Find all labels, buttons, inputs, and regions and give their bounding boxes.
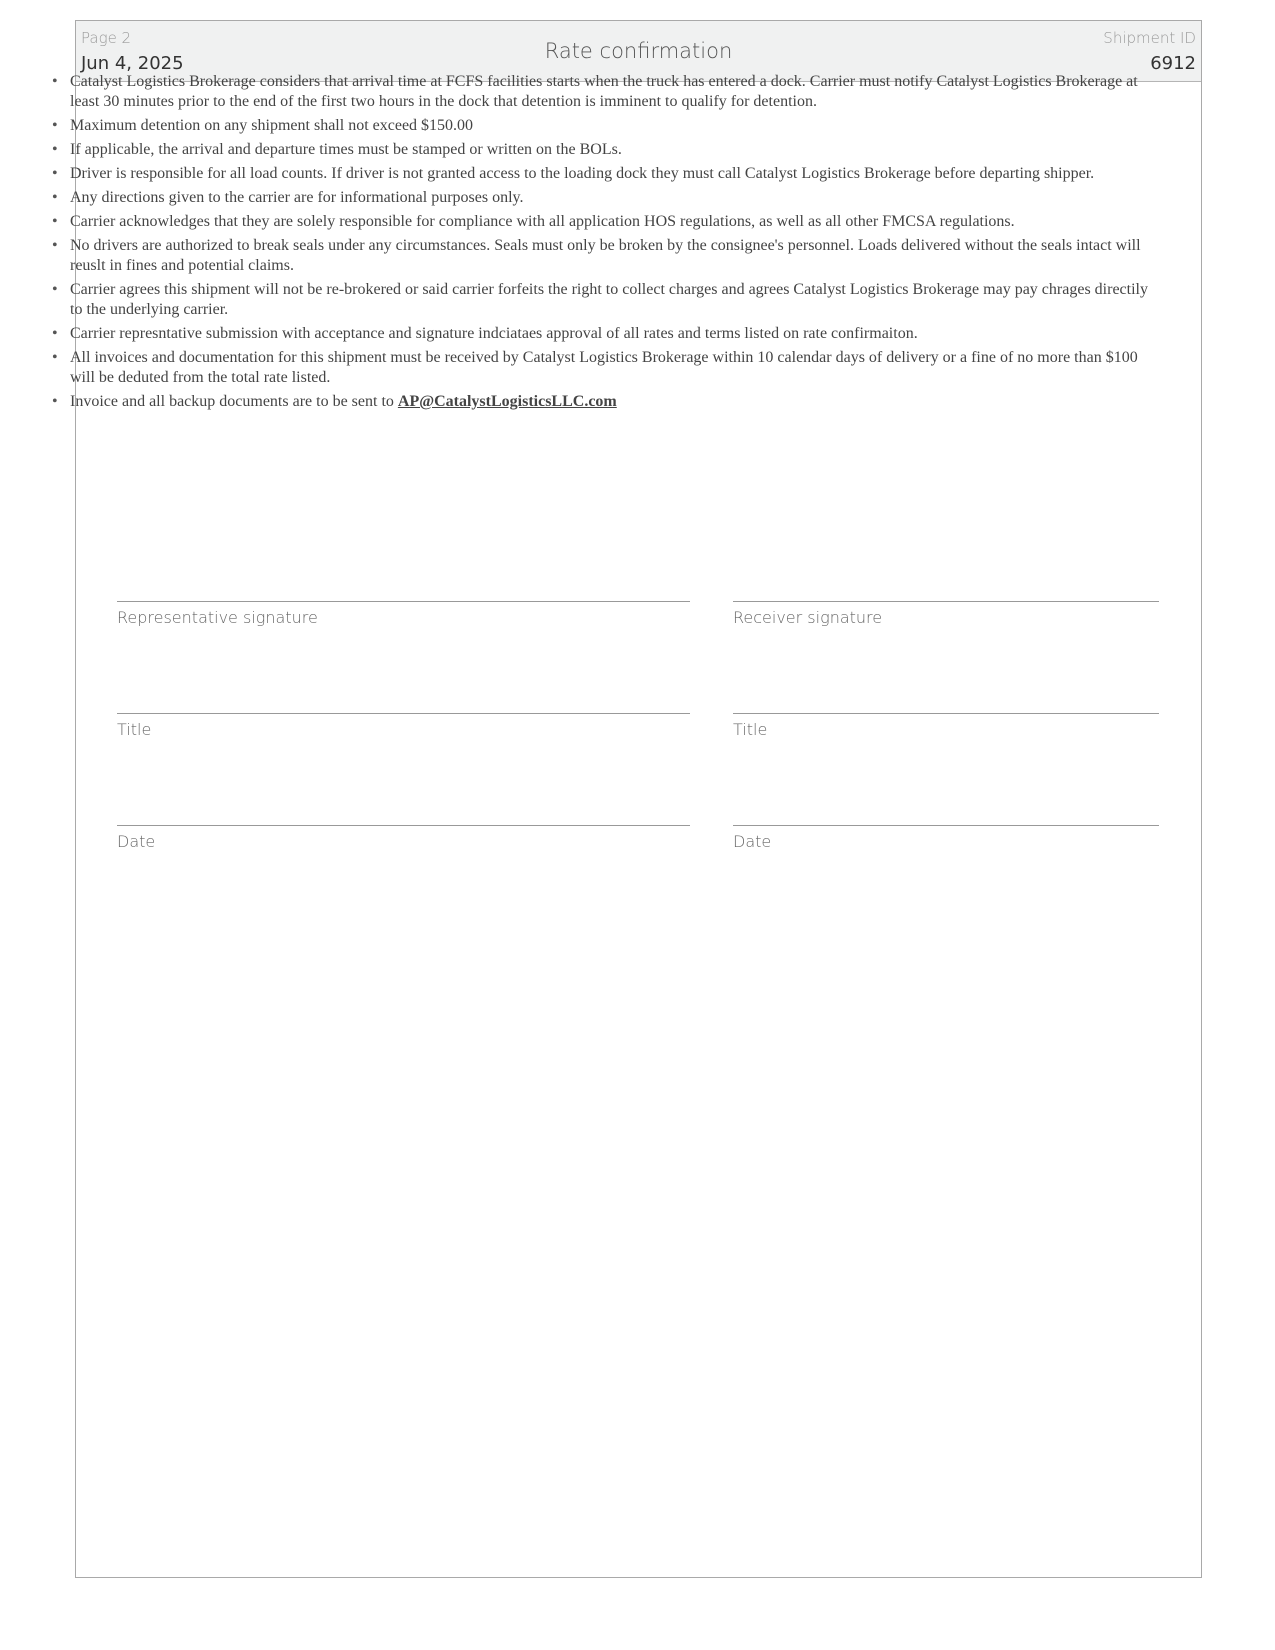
bullet-icon: • bbox=[52, 73, 58, 90]
bullet-icon: • bbox=[52, 213, 58, 230]
document-date: Jun 4, 2025 bbox=[81, 53, 184, 74]
representative-signature-label: Representative signature bbox=[117, 608, 318, 627]
term-text: Driver is responsible for all load counts. If driver is not granted access to the loading dock they must call Catalyst Logistics Brokerage before departing shipper. bbox=[70, 165, 1095, 182]
term-item bbox=[52, 236, 1160, 276]
term-text: All invoices and documentation for this shipment must be received by Catalyst Logistics Brokerage within 10 calendar days of delivery or a fine of no more than $100 will be deduted from the total rate listed. bbox=[70, 349, 1138, 386]
receiver-date-label: Date bbox=[733, 832, 772, 851]
page-number-label: Page 2 bbox=[81, 29, 132, 47]
term-item bbox=[52, 348, 1160, 388]
bullet-icon: • bbox=[52, 117, 58, 134]
term-item bbox=[52, 140, 1160, 160]
representative-signature-line[interactable] bbox=[117, 601, 690, 602]
term-text: Carrier represntative submission with acceptance and signature indciataes approval of all rates and terms listed on rate confirmaiton. bbox=[70, 325, 918, 342]
representative-date-line[interactable] bbox=[117, 825, 690, 826]
term-text: Maximum detention on any shipment shall not exceed $150.00 bbox=[70, 117, 474, 134]
representative-title-line[interactable] bbox=[117, 713, 690, 714]
receiver-signature-line[interactable] bbox=[733, 601, 1159, 602]
term-text: Catalyst Logistics Brokerage considers that arrival time at FCFS facilities starts when the truck has entered a dock. Carrier must notify Catalyst Logistics Brokerage at least 30 minutes prior to the end of the first two hours in the dock that detention is imminent to qualify for detention. bbox=[70, 73, 1138, 110]
receiver-title-line[interactable] bbox=[733, 713, 1159, 714]
term-item bbox=[52, 212, 1160, 232]
shipment-id-value: 6912 bbox=[1150, 53, 1196, 74]
invoice-instruction-text: Invoice and all backup documents are to be sent to bbox=[70, 393, 398, 410]
terms-list bbox=[52, 72, 1160, 416]
representative-title-label: Title bbox=[117, 720, 152, 739]
bullet-icon: • bbox=[52, 189, 58, 206]
representative-date-label: Date bbox=[117, 832, 156, 851]
term-text: No drivers are authorized to break seals under any circumstances. Seals must only be broken by the consignee's personnel. Loads delivered without the seals intact will reuslt in fines and potential claims. bbox=[70, 237, 1141, 274]
receiver-title-label: Title bbox=[733, 720, 768, 739]
term-text: Any directions given to the carrier are for informational purposes only. bbox=[70, 189, 524, 206]
bullet-icon: • bbox=[52, 165, 58, 182]
bullet-icon: • bbox=[52, 349, 58, 366]
term-item bbox=[52, 280, 1160, 320]
bullet-icon: • bbox=[52, 393, 58, 410]
term-item bbox=[52, 116, 1160, 136]
bullet-icon: • bbox=[52, 281, 58, 298]
term-text: If applicable, the arrival and departure times must be stamped or written on the BOLs. bbox=[70, 141, 622, 158]
shipment-id-label: Shipment ID bbox=[1103, 29, 1196, 47]
term-item bbox=[52, 72, 1160, 112]
bullet-icon: • bbox=[52, 325, 58, 342]
receiver-signature-label: Receiver signature bbox=[733, 608, 883, 627]
term-item bbox=[52, 164, 1160, 184]
term-item bbox=[52, 188, 1160, 208]
bullet-icon: • bbox=[52, 237, 58, 254]
term-item-invoice bbox=[52, 392, 1160, 412]
receiver-date-line[interactable] bbox=[733, 825, 1159, 826]
term-text: Carrier acknowledges that they are solely responsible for compliance with all application HOS regulations, as well as all other FMCSA regulations. bbox=[70, 213, 1015, 230]
term-item bbox=[52, 324, 1160, 344]
invoice-email-link[interactable]: AP@CatalystLogisticsLLC.com bbox=[397, 393, 617, 410]
document-title: Rate confirmation bbox=[544, 39, 733, 63]
bullet-icon: • bbox=[52, 141, 58, 158]
term-text: Carrier agrees this shipment will not be re-brokered or said carrier forfeits the right to collect charges and agrees Catalyst Logistics Brokerage may pay chrages directily to the underlying carrier. bbox=[70, 281, 1148, 318]
